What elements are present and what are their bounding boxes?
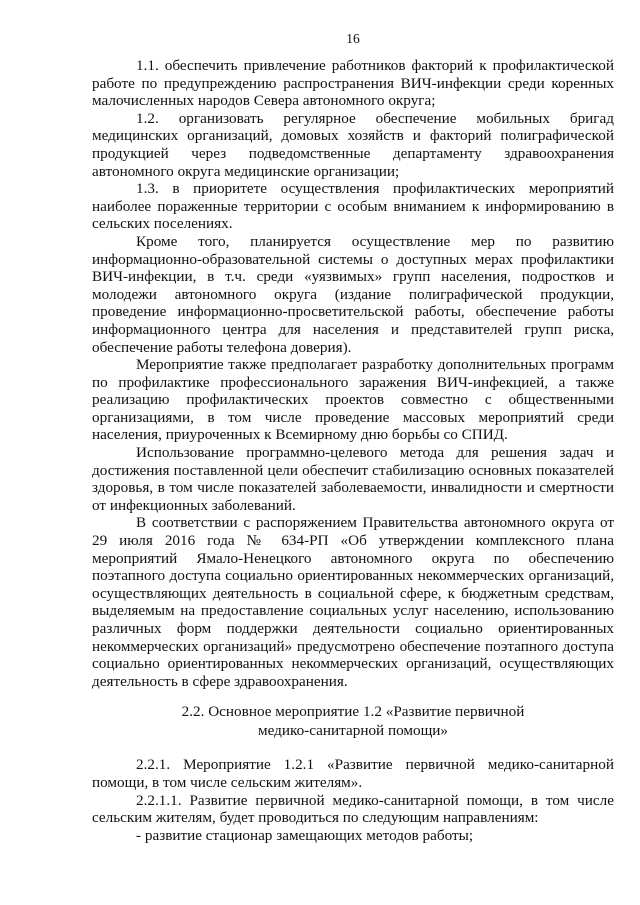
document-page xyxy=(92,30,614,890)
paragraph-2-2-1-1: 2.2.1.1. Развитие первичной медико-санитарной помощи, в том числе сельским жителям, будет проводиться по следующим направлениям: xyxy=(92,791,614,827)
paragraph-professional-infection: Мероприятие также предполагает разработку дополнительных программ по профилактике профессионального заражения ВИЧ-инфекцией, а также реализацию профилактических проектов совместно с общественными организациями, в том числе проведение массовых мероприятий среди населения, приуроченных к Всемирному дню борьбы со СПИД. xyxy=(92,356,614,444)
section-heading-line-2: медико-санитарной помощи» xyxy=(257,722,449,740)
paragraph-program-target-method: Использование программно-целевого метода для решения задач и достижения поставленной цели обеспечит стабилизацию основных показателей здоровья, в том числе показателей заболеваемости, инвалидности и смертности от инфекционных заболеваний. xyxy=(92,444,614,514)
paragraph-government-order: В соответствии с распоряжением Правительства автономного округа от 29 июля 2016 года № 634-РП «Об утверждении комплексного плана мероприятий Ямало-Ненецкого автономного округа по обеспечению поэтапного доступа социально ориентированных некоммерческих организаций, осуществляющих деятельность в социальной сфере, к бюджетным средствам, выделяемым на предоставление социальных услуг населению, использованию различных форм поддержки деятельности социально ориентированных некоммерческих организаций» предусмотрено обеспечение поэтапного доступа социально ориентированных некоммерческих организаций, осуществляющих деятельность в сфере здравоохранения. xyxy=(92,514,614,690)
section-heading xyxy=(92,702,614,740)
paragraph-1-1: 1.1. обеспечить привлечение работников факторий к профилактической работе по предупреждению распространения ВИЧ-инфекции среди коренных малочисленных народов Севера автономного округа; xyxy=(92,57,614,110)
page-number: 16 xyxy=(346,31,360,46)
paragraph-1-2: 1.2. организовать регулярное обеспечение мобильных бригад медицинских организаций, домовых хозяйств и факторий полиграфической продукцией через подведомственные департаменту здравоохранения автономного округа медицинские организации; xyxy=(92,109,614,180)
section-heading-line-1: 2.2. Основное мероприятие 1.2 «Развитие первичной xyxy=(181,703,525,721)
paragraph-information-system: Кроме того, планируется осуществление мер по развитию информационно-образовательной системы о доступных мерах профилактики ВИЧ-инфекции, в т.ч. среди «уязвимых» групп населения, подростков и молодежи автономного округа (издание полиграфической продукции, проведение информационно-просветительской работы, обеспечение работы информационного центра для населения и представителей групп риска, обеспечение работы телефона доверия). xyxy=(92,232,614,356)
paragraph-list-item: - развитие стационар замещающих методов работы; xyxy=(136,826,474,844)
paragraph-2-2-1: 2.2.1. Мероприятие 1.2.1 «Развитие первичной медико-санитарной помощи, в том числе сельским жителям». xyxy=(92,756,614,791)
paragraph-1-3: 1.3. в приоритете осуществления профилактических мероприятий наиболее пораженные территории с особым вниманием к информированию в сельских поселениях. xyxy=(92,180,614,233)
